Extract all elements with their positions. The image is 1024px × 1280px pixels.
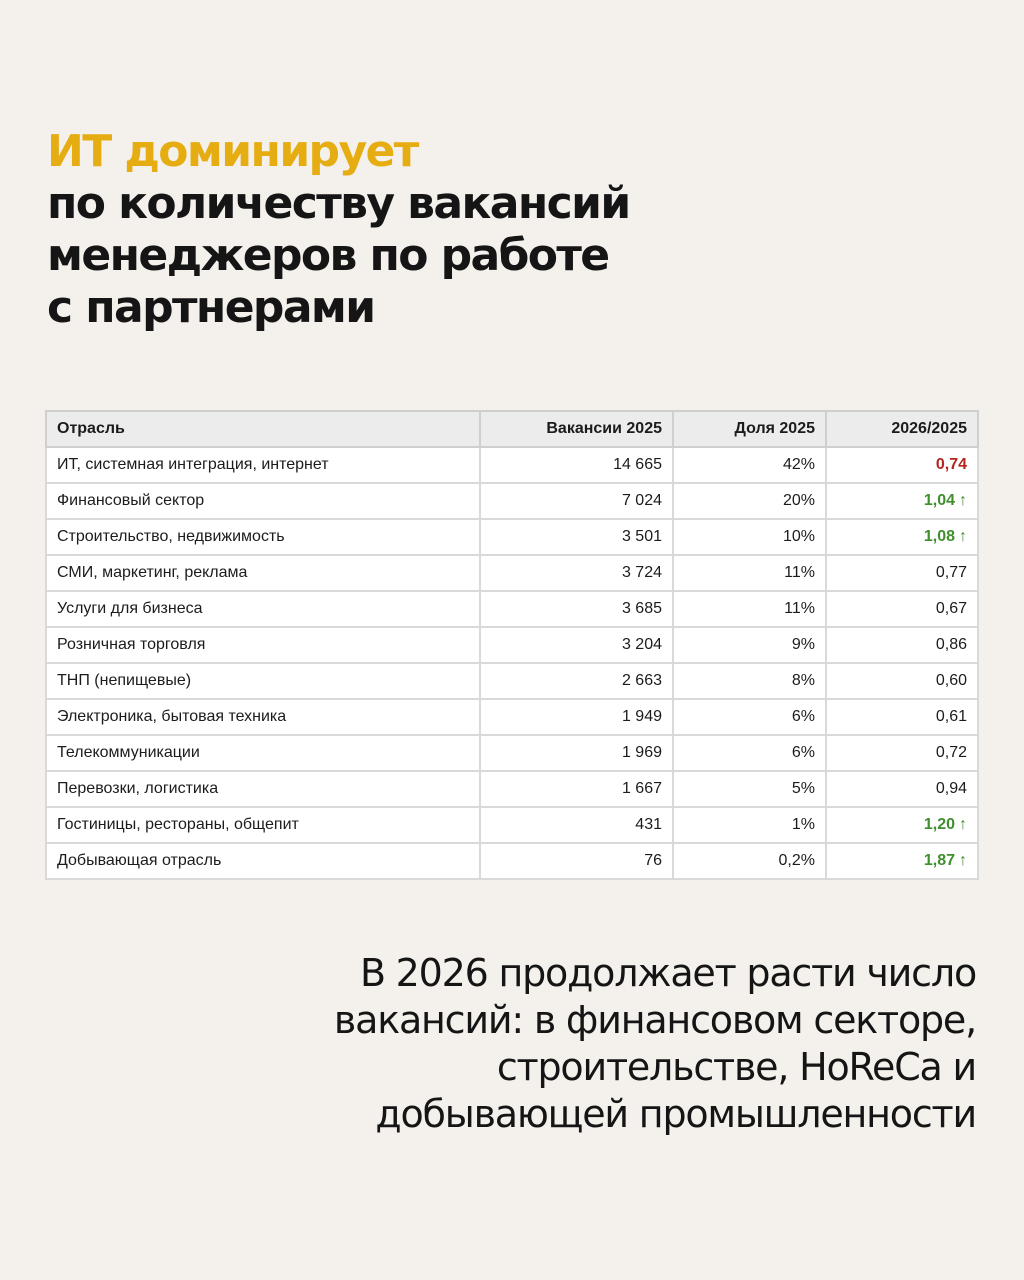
table-row (46, 807, 978, 843)
ratio-value: 1,20 (923, 816, 955, 833)
headline-line-4: с партнерами (47, 282, 375, 333)
conclusion-line-3: строительстве, HoReCa и (496, 1045, 976, 1089)
cell-sector: СМИ, маркетинг, реклама (46, 555, 480, 591)
ratio-value: 0,67 (935, 600, 967, 617)
ratio-value: 0,86 (935, 636, 967, 653)
arrow-up-icon: ↑ (959, 528, 967, 545)
table-row (46, 771, 978, 807)
cell-share: 5% (673, 771, 826, 807)
cell-ratio (826, 555, 978, 591)
cell-vacancies: 1 969 (480, 735, 673, 771)
cell-share: 6% (673, 735, 826, 771)
cell-share: 42% (673, 447, 826, 483)
conclusion-line-1: В 2026 продолжает расти число (359, 951, 976, 995)
header-vacancies: Вакансии 2025 (480, 411, 673, 447)
headline (47, 126, 747, 334)
ratio-value: 0,94 (935, 780, 967, 797)
cell-ratio (826, 843, 978, 879)
cell-ratio (826, 735, 978, 771)
cell-ratio (826, 519, 978, 555)
cell-share: 6% (673, 699, 826, 735)
header-share: Доля 2025 (673, 411, 826, 447)
conclusion-line-4: добывающей промышленности (375, 1092, 976, 1136)
ratio-value: 0,72 (935, 744, 967, 761)
ratio-value: 1,08 (923, 528, 955, 545)
cell-ratio (826, 483, 978, 519)
header-sector: Отрасль (46, 411, 480, 447)
vacancies-table-container (45, 410, 977, 880)
cell-share: 20% (673, 483, 826, 519)
cell-share: 9% (673, 627, 826, 663)
table-row (46, 483, 978, 519)
cell-vacancies: 3 724 (480, 555, 673, 591)
table-row (46, 519, 978, 555)
arrow-up-icon: ↑ (959, 816, 967, 833)
cell-ratio (826, 663, 978, 699)
cell-vacancies: 3 204 (480, 627, 673, 663)
cell-ratio (826, 591, 978, 627)
cell-share: 1% (673, 807, 826, 843)
cell-share: 8% (673, 663, 826, 699)
cell-sector: Добывающая отрасль (46, 843, 480, 879)
table-row (46, 627, 978, 663)
arrow-up-icon: ↑ (959, 852, 967, 869)
cell-sector: Перевозки, логистика (46, 771, 480, 807)
cell-sector: Финансовый сектор (46, 483, 480, 519)
cell-sector: ТНП (непищевые) (46, 663, 480, 699)
table-row (46, 843, 978, 879)
ratio-value: 0,61 (935, 708, 967, 725)
arrow-up-icon: ↑ (959, 492, 967, 509)
cell-sector: Услуги для бизнеса (46, 591, 480, 627)
ratio-value: 0,74 (935, 456, 967, 473)
table-row (46, 735, 978, 771)
cell-ratio (826, 447, 978, 483)
table-row (46, 663, 978, 699)
headline-accent: ИТ доминирует (47, 126, 418, 177)
cell-vacancies: 1 949 (480, 699, 673, 735)
cell-vacancies: 431 (480, 807, 673, 843)
table-row (46, 699, 978, 735)
cell-vacancies: 3 685 (480, 591, 673, 627)
vacancies-table (45, 410, 979, 880)
cell-vacancies: 3 501 (480, 519, 673, 555)
table-row (46, 447, 978, 483)
cell-sector: Электроника, бытовая техника (46, 699, 480, 735)
ratio-value: 1,04 (923, 492, 955, 509)
ratio-value: 1,87 (923, 852, 955, 869)
table-header (46, 411, 978, 447)
cell-vacancies: 2 663 (480, 663, 673, 699)
cell-sector: Телекоммуникации (46, 735, 480, 771)
cell-vacancies: 14 665 (480, 447, 673, 483)
header-ratio: 2026/2025 (826, 411, 978, 447)
cell-ratio (826, 627, 978, 663)
cell-vacancies: 76 (480, 843, 673, 879)
conclusion-text (256, 950, 976, 1138)
cell-sector: Розничная торговля (46, 627, 480, 663)
cell-sector: Гостиницы, рестораны, общепит (46, 807, 480, 843)
ratio-value: 0,77 (935, 564, 967, 581)
headline-line-3: менеджеров по работе (47, 230, 609, 281)
cell-share: 0,2% (673, 843, 826, 879)
cell-share: 10% (673, 519, 826, 555)
headline-line-2: по количеству вакансий (47, 178, 630, 229)
cell-sector: ИТ, системная интеграция, интернет (46, 447, 480, 483)
table-body (46, 447, 978, 879)
cell-sector: Строительство, недвижимость (46, 519, 480, 555)
cell-ratio (826, 807, 978, 843)
cell-vacancies: 1 667 (480, 771, 673, 807)
table-row (46, 555, 978, 591)
conclusion-line-2: вакансий: в финансовом секторе, (333, 998, 976, 1042)
table-header-row (46, 411, 978, 447)
table-row (46, 591, 978, 627)
cell-ratio (826, 771, 978, 807)
cell-ratio (826, 699, 978, 735)
cell-vacancies: 7 024 (480, 483, 673, 519)
cell-share: 11% (673, 591, 826, 627)
ratio-value: 0,60 (935, 672, 967, 689)
cell-share: 11% (673, 555, 826, 591)
